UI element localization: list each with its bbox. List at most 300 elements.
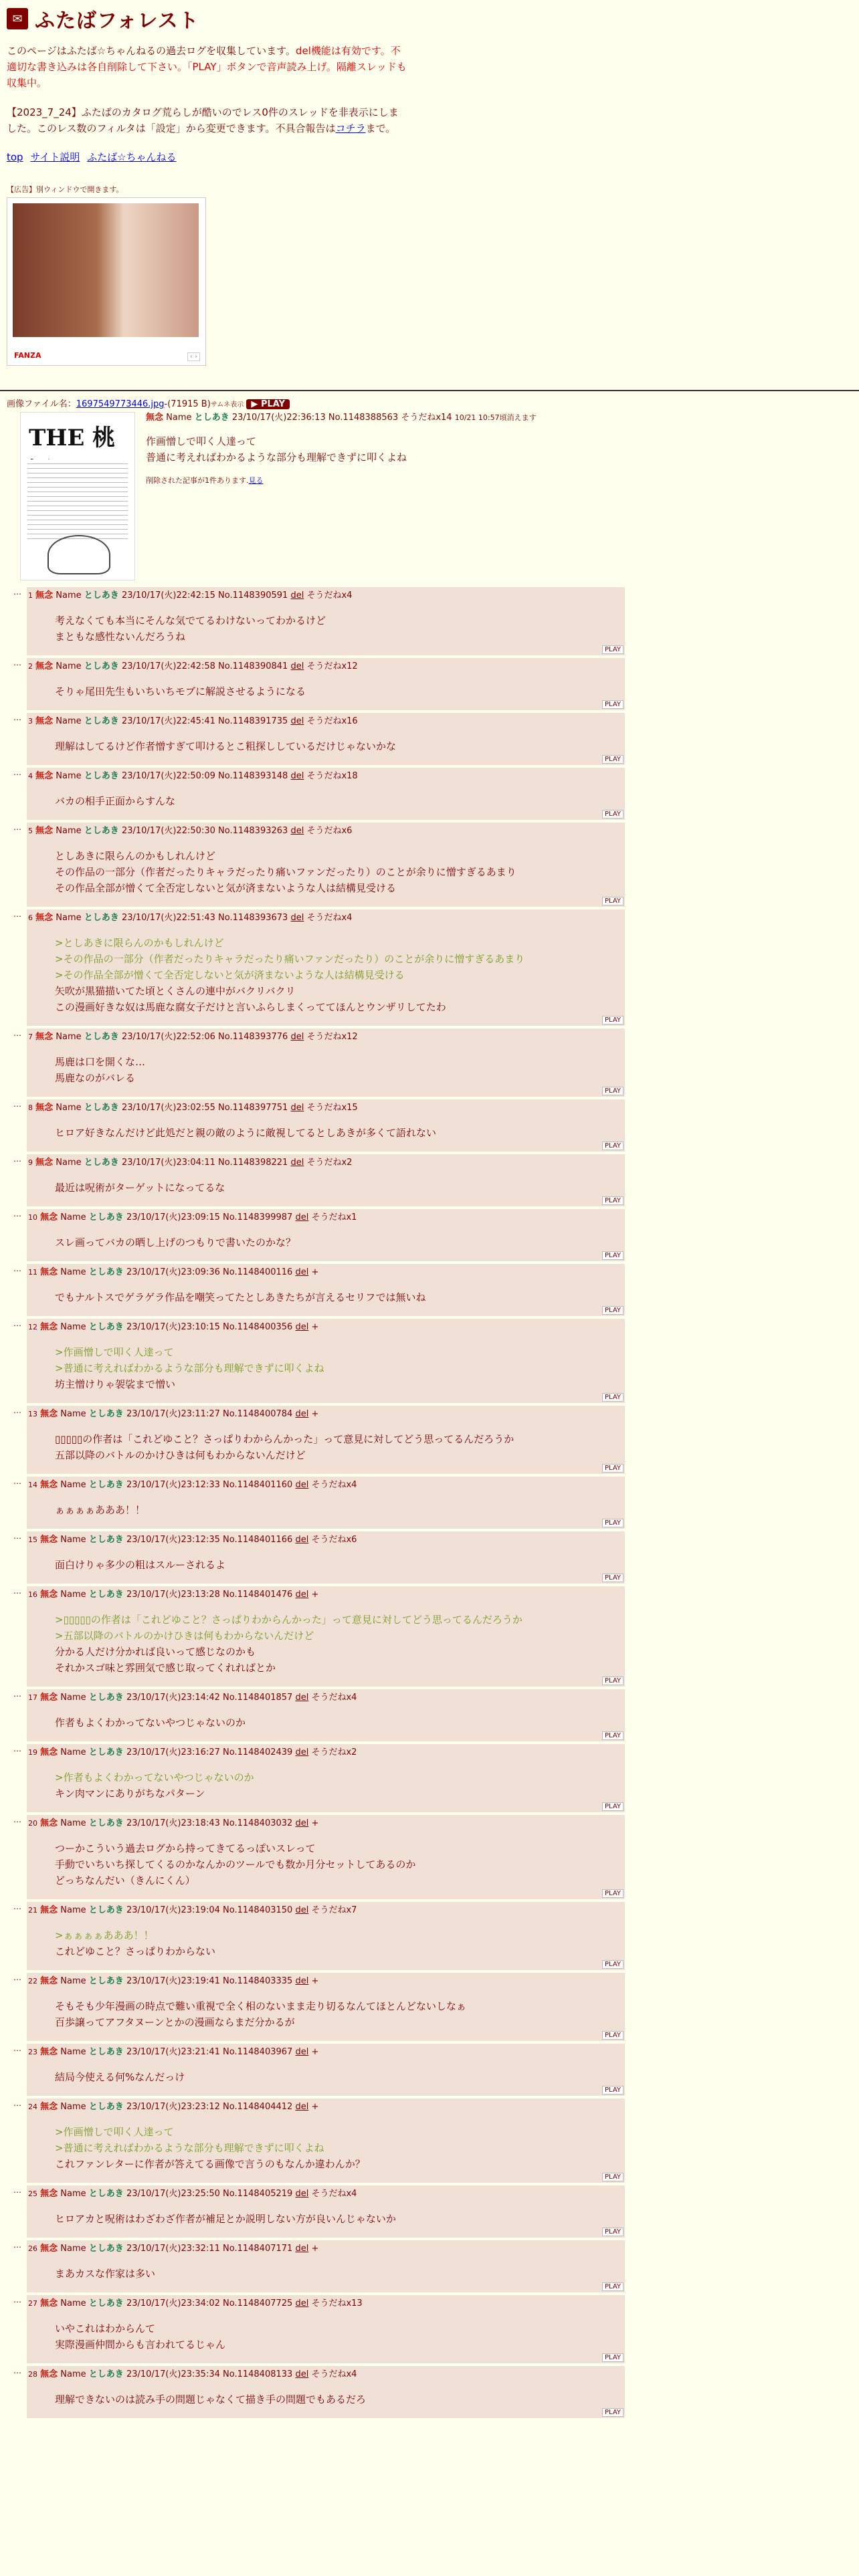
reply-name: としあき [84, 716, 119, 726]
reply-dots: … [13, 823, 21, 832]
reply-name: としあき [84, 1032, 119, 1042]
reply-header [28, 2188, 625, 2200]
reply-name-label: Name [60, 1590, 86, 1600]
reply-datetime: 23/10/17(火)23:19:41 [126, 1976, 220, 1986]
del-link[interactable]: del [295, 1267, 309, 1277]
reply-line: その作品の一部分（作者だったりキャラだったり痛いファンだったり）のことが余りに憎すぎるあまり [55, 866, 516, 878]
reply-subject: 無念 [40, 2298, 58, 2309]
sodane-button[interactable]: + [311, 2102, 319, 2112]
reply-subject: 無念 [35, 771, 54, 781]
del-link[interactable]: del [290, 1158, 304, 1168]
reply-number: No.1148407171 [223, 2244, 293, 2254]
site-title: ふたばフォレスト [35, 9, 199, 33]
reply-dots: … [13, 909, 21, 919]
reply-index: 20 [28, 1819, 37, 1828]
del-link[interactable]: del [295, 1905, 309, 1915]
del-link[interactable]: del [295, 1409, 309, 1419]
reply [13, 909, 625, 1026]
reply-header [28, 912, 625, 924]
reply-box [27, 2295, 625, 2363]
reply-datetime: 23/10/17(火)23:35:34 [126, 2369, 220, 2379]
reply-datetime: 23/10/17(火)23:12:35 [126, 1535, 220, 1545]
reply-number: No.1148403967 [223, 2047, 293, 2057]
reply-dots: … [13, 1531, 21, 1541]
sodane-button[interactable]: そうだねx2 [306, 1158, 353, 1168]
reply-play-button[interactable]: PLAY [602, 1574, 624, 1582]
sodane-button[interactable]: そうだねx2 [311, 1747, 357, 1757]
sodane-button[interactable]: そうだねx13 [311, 2298, 363, 2309]
reply-subject: 無念 [40, 1818, 58, 1828]
reply [13, 2099, 625, 2183]
reply-body [55, 1344, 625, 1392]
reply [13, 768, 625, 820]
reply-number: No.1148400116 [223, 1267, 293, 1277]
reply-line: つーかこういう過去ログから持ってきてるっぽいスレって [55, 1842, 316, 1854]
del-link[interactable]: del [295, 1212, 309, 1222]
reply-datetime: 23/10/17(火)23:23:12 [126, 2102, 220, 2112]
sodane-button[interactable]: そうだねx18 [306, 771, 358, 781]
reply-box [27, 1264, 625, 1316]
reply-index: 3 [28, 717, 33, 726]
reply-line: まともな感性ないんだろうね [55, 631, 186, 643]
reply-play-button[interactable]: PLAY [602, 1196, 624, 1205]
reply-number: No.1148404412 [223, 2102, 293, 2112]
futaba-logo-icon[interactable]: ✉ [7, 8, 28, 29]
reply-number: No.1148393673 [218, 913, 288, 923]
del-link[interactable]: del [295, 2047, 309, 2057]
reply-header [28, 661, 625, 673]
sodane-button[interactable]: そうだねx4 [311, 2189, 357, 2199]
sodane-button[interactable]: そうだねx4 [306, 913, 353, 923]
reply-play-button[interactable]: PLAY [602, 2353, 624, 2362]
reply [13, 2185, 625, 2238]
reply-line: キン肉マンにありがちなパターン [55, 1788, 205, 1800]
reply-play-button[interactable]: PLAY [602, 1464, 624, 1473]
reply [13, 1406, 625, 1474]
reply-line: そりゃ尾田先生もいちいちモブに解説させるようになる [55, 685, 306, 697]
sodane-button[interactable]: + [311, 2244, 319, 2254]
del-link[interactable]: del [295, 1590, 309, 1600]
ad-arrows-icon[interactable]: ‹ › [187, 352, 200, 361]
reply-number: No.1148401160 [223, 1480, 293, 1490]
reply-box [27, 658, 625, 710]
ad-banner[interactable] [7, 197, 206, 366]
reply-name-label: Name [60, 2369, 86, 2379]
reply-index: 17 [28, 1693, 37, 1702]
del-link[interactable]: del [295, 1322, 309, 1332]
reply-name-label: Name [60, 2244, 86, 2254]
sodane-button[interactable]: + [311, 1409, 319, 1419]
reply-box [27, 2240, 625, 2292]
reply-header [28, 770, 625, 782]
reply-header [28, 590, 625, 602]
thumb-note: サムネ表示 [210, 401, 244, 409]
reply-number: No.1148393263 [218, 826, 288, 836]
reply-dots: … [13, 1099, 21, 1109]
reply-line: としあきに限らんのかもしれんけど [55, 850, 216, 862]
del-link[interactable]: del [295, 2102, 309, 2112]
deleted-view-link[interactable]: 見る [248, 476, 264, 485]
reply-dots: … [13, 1744, 21, 1753]
nav-top-link[interactable]: top [7, 151, 23, 163]
reply-play-button[interactable]: PLAY [602, 1087, 624, 1095]
reply-box [27, 1815, 625, 1899]
reply-box [27, 823, 625, 907]
sodane-button[interactable]: + [311, 1267, 319, 1277]
quote-line: >としあきに限らんのかもしれんけど [55, 937, 224, 949]
sodane-button[interactable]: そうだねx16 [306, 716, 358, 726]
reply [13, 1477, 625, 1529]
reply-body [55, 848, 625, 896]
sodane-button[interactable]: そうだねx12 [306, 1032, 358, 1042]
op-thumbnail[interactable] [20, 412, 135, 580]
reply-body [55, 2321, 625, 2353]
del-link[interactable]: del [295, 1480, 309, 1490]
thread [0, 397, 859, 2418]
reply-play-button[interactable]: PLAY [602, 2282, 624, 2291]
reply-name-label: Name [56, 1103, 82, 1113]
reply-dots: … [13, 713, 21, 722]
reply-dots: … [13, 1209, 21, 1218]
intro-text: このページはふたば☆ちゃんねるの過去ログを収集しています。 [7, 45, 296, 57]
reply-subject: 無念 [40, 1212, 58, 1222]
reply-datetime: 23/10/17(火)23:09:36 [126, 1267, 220, 1277]
sodane-button[interactable]: そうだねx1 [311, 1212, 357, 1222]
reply-index: 21 [28, 1906, 37, 1915]
reply-number: No.1148401857 [223, 1693, 293, 1703]
del-link[interactable]: del [295, 1976, 309, 1986]
reply-body [55, 2069, 625, 2085]
intro-notice-end: まで。 [365, 122, 396, 134]
reply-name: としあき [88, 1322, 124, 1332]
reply-dots: … [13, 1477, 21, 1486]
reply-header [28, 1157, 625, 1169]
reply-play-button[interactable]: PLAY [602, 1393, 624, 1402]
reply-play-button[interactable]: PLAY [602, 2086, 624, 2095]
del-link[interactable]: del [295, 2369, 309, 2379]
reply-body [55, 2211, 625, 2227]
reply-name: としあき [88, 1590, 124, 1600]
reply-header [28, 1975, 625, 1988]
reply-play-button[interactable]: PLAY [602, 1519, 624, 1527]
reply-number: No.1148401476 [223, 1590, 293, 1600]
sodane-button[interactable]: そうだねx4 [311, 2369, 357, 2379]
reply-body [55, 1715, 625, 1731]
reply-box [27, 1209, 625, 1261]
del-link[interactable]: del [290, 716, 304, 726]
reply-box [27, 1099, 625, 1152]
reply-play-button[interactable]: PLAY [602, 1142, 624, 1150]
op-play-button[interactable]: ▶ PLAY [246, 399, 290, 409]
reply-number: No.1148400784 [223, 1409, 293, 1419]
reply-name: としあき [88, 1409, 124, 1419]
reply [13, 1099, 625, 1152]
reply-line: ヒロアカと呪術はわざわざ作者が補足とか説明しない方が良いんじゃないか [55, 2213, 396, 2225]
reply-box [27, 1477, 625, 1529]
site-title-row [7, 4, 852, 33]
reply-play-button[interactable]: PLAY [602, 2173, 624, 2181]
reply-header [28, 1102, 625, 1114]
op-sodane[interactable]: そうだねx14 [401, 413, 452, 423]
reply-subject: 無念 [35, 1103, 54, 1113]
reply-header [28, 1692, 625, 1704]
reply-line: 坊主憎けりゃ袈裟まで憎い [55, 1378, 176, 1390]
reply-body [55, 935, 625, 1015]
sodane-button[interactable]: そうだねx12 [306, 661, 358, 671]
divider [0, 390, 859, 391]
reply-dots: … [13, 1902, 21, 1911]
reply-name: としあき [88, 1212, 124, 1222]
reply-index: 12 [28, 1323, 37, 1331]
quote-line: >その作品の一部分（作者だったりキャラだったり痛いファンだったり）のことが余りに憎すぎるあまり [55, 953, 525, 965]
reply-subject: 無念 [40, 1322, 58, 1332]
reply-play-button[interactable]: PLAY [602, 1731, 624, 1740]
sodane-button[interactable]: そうだねx7 [311, 1905, 357, 1915]
reply-dots: … [13, 1586, 21, 1596]
reply-subject: 無念 [40, 1747, 58, 1757]
quote-line: >作者もよくわかってないやつじゃないのか [55, 1772, 254, 1784]
reply-name-label: Name [60, 2298, 86, 2309]
reply-list [13, 587, 625, 2418]
reply-line: 馬鹿なのがバレる [55, 1072, 136, 1084]
reply-line: 理解できないのは読み手の問題じゃなくて描き手の問題でもあるだろ [55, 2393, 367, 2405]
del-link[interactable]: del [295, 1818, 309, 1828]
quote-line: >▯▯▯▯▯の作者は「これどゆこと？さっぱりわからんかった」って意見に対してどう思ってるんだろうか [55, 1614, 522, 1626]
reply-body [55, 1502, 625, 1518]
reply-play-button[interactable]: PLAY [602, 1251, 624, 1260]
nav-futaba-link[interactable]: ふたば☆ちゃんねる [87, 151, 177, 163]
del-link[interactable]: del [295, 1535, 309, 1545]
reply-dots: … [13, 1154, 21, 1164]
del-link[interactable]: del [290, 913, 304, 923]
reply-play-button[interactable]: PLAY [602, 1306, 624, 1315]
reply-datetime: 23/10/17(火)23:34:02 [126, 2298, 220, 2309]
reply-datetime: 23/10/17(火)22:45:41 [121, 716, 215, 726]
reply-line: 理解はしてるけど作者憎すぎて叩けるとこ粗探ししているだけじゃないかな [55, 740, 397, 752]
reply-subject: 無念 [40, 1267, 58, 1277]
reply-index: 1 [28, 591, 33, 600]
reply-line: 五部以降のバトルのかけひきは何もわからないんだけど [55, 1449, 306, 1461]
reply-name: としあき [88, 2244, 124, 2254]
reply [13, 823, 625, 907]
reply-subject: 無念 [40, 2369, 58, 2379]
reply-name-label: Name [56, 913, 82, 923]
del-link[interactable]: del [290, 661, 304, 671]
reply-header [28, 1905, 625, 1917]
del-link[interactable]: del [290, 1103, 304, 1113]
reply-body [55, 1125, 625, 1141]
reply-name: としあき [88, 1818, 124, 1828]
reply-name-label: Name [60, 2189, 86, 2199]
sodane-button[interactable]: そうだねx4 [311, 1480, 357, 1490]
reply-dots: … [13, 2366, 21, 2375]
reply-subject: 無念 [40, 1535, 58, 1545]
reply-play-button[interactable]: PLAY [602, 1960, 624, 1969]
reply-line: 最近は呪術がターゲットになってるな [55, 1182, 225, 1194]
reply-play-button[interactable]: PLAY [602, 1016, 624, 1025]
intro-paragraph-1 [7, 43, 408, 91]
reply-subject: 無念 [35, 826, 54, 836]
ad-brand: FANZA [14, 351, 41, 360]
reply-play-button[interactable]: PLAY [602, 700, 624, 709]
sodane-button[interactable]: そうだねx6 [306, 826, 353, 836]
reply-body [55, 683, 625, 700]
reply-play-button[interactable]: PLAY [602, 810, 624, 819]
nav-links [7, 150, 852, 164]
sodane-button[interactable]: そうだねx15 [306, 1103, 358, 1113]
del-link[interactable]: del [295, 2244, 309, 2254]
reply-datetime: 23/10/17(火)23:11:27 [126, 1409, 220, 1419]
sodane-button[interactable]: + [311, 1976, 319, 1986]
reply-datetime: 23/10/17(火)23:13:28 [126, 1590, 220, 1600]
reply-datetime: 23/10/17(火)23:32:11 [126, 2244, 220, 2254]
reply-box [27, 909, 625, 1026]
reply-datetime: 23/10/17(火)23:02:55 [121, 1103, 215, 1113]
reply-box [27, 1406, 625, 1474]
op-subject: 無念 [146, 413, 164, 423]
reply-datetime: 23/10/17(火)23:14:42 [126, 1693, 220, 1703]
del-link[interactable]: del [290, 591, 304, 601]
reply-play-button[interactable]: PLAY [602, 1802, 624, 1811]
reply-name-label: Name [60, 1535, 86, 1545]
ad-image[interactable] [13, 203, 199, 337]
reply-line: ▯▯▯▯▯の作者は「これどゆこと？さっぱりわからんかった」って意見に対してどう思ってるんだろうか [55, 1433, 514, 1445]
reply [13, 1973, 625, 2041]
intro-text-red: 機能は有効です。不適切な書き込みは各自削除して下さい。「PLAY」ボタンで音声読み上げ。隔離スレッドも収集中。 [7, 45, 407, 89]
reply-index: 15 [28, 1535, 37, 1544]
quote-line: >作画憎しで叩く人達って [55, 1346, 174, 1358]
reply-datetime: 23/10/17(火)22:50:09 [121, 771, 215, 781]
reply-name: としあき [84, 913, 119, 923]
reply-number: No.1148403032 [223, 1818, 293, 1828]
file-line [7, 397, 852, 409]
reply-line: 手動でいちいち探してくるのかなんかのツールでも数か月分セットしてあるのか [55, 1858, 416, 1870]
del-link[interactable]: del [295, 1693, 309, 1703]
reply-header [28, 2046, 625, 2058]
reply-dots: … [13, 1319, 21, 1328]
deleted-note-text: 削除された記事が1件あります. [146, 476, 249, 485]
reply-line: ぁぁぁぁあああ！！ [55, 1504, 146, 1516]
reply-name-label: Name [60, 1409, 86, 1419]
reply [13, 1815, 625, 1899]
reply-number: No.1148391735 [218, 716, 288, 726]
reply-dots: … [13, 768, 21, 777]
reply-dots: … [13, 658, 21, 667]
reply-body [55, 1840, 625, 1889]
reply [13, 587, 625, 655]
reply-body [55, 1054, 625, 1086]
sodane-button[interactable]: + [311, 1590, 319, 1600]
reply-index: 8 [28, 1103, 33, 1112]
reply-name-label: Name [60, 1212, 86, 1222]
reply-body [55, 1180, 625, 1196]
reply-index: 6 [28, 914, 33, 922]
del-link[interactable]: del [295, 2298, 309, 2309]
reply-index: 22 [28, 1977, 37, 1985]
reply-number: No.1148405219 [223, 2189, 293, 2199]
reply-subject: 無念 [40, 1976, 58, 1986]
reply-header [28, 716, 625, 728]
reply-datetime: 23/10/17(火)22:42:15 [121, 591, 215, 601]
sodane-button[interactable]: + [311, 1322, 319, 1332]
reply-box [27, 587, 625, 655]
reply-datetime: 23/10/17(火)22:42:58 [121, 661, 215, 671]
reply-play-button[interactable]: PLAY [602, 2408, 624, 2417]
reply-header [28, 1408, 625, 1420]
report-link[interactable]: コチラ [335, 122, 366, 134]
reply-name: としあき [84, 591, 119, 601]
reply-datetime: 23/10/17(火)23:21:41 [126, 2047, 220, 2057]
sodane-button[interactable]: + [311, 2047, 319, 2057]
del-link[interactable]: del [290, 771, 304, 781]
reply-play-button[interactable]: PLAY [602, 897, 624, 905]
reply-play-button[interactable]: PLAY [602, 645, 624, 654]
reply-play-button[interactable]: PLAY [602, 2228, 624, 2236]
file-link[interactable]: 1697549773446.jpg [76, 399, 165, 409]
reply-number: No.1148390841 [218, 661, 288, 671]
reply-box [27, 1973, 625, 2041]
reply [13, 1029, 625, 1097]
reply-line: 面白けりゃ多少の粗はスルーされるよ [55, 1559, 226, 1571]
reply-body [55, 1927, 625, 1959]
reply-box [27, 1319, 625, 1403]
reply-datetime: 23/10/17(火)22:50:30 [121, 826, 215, 836]
del-link[interactable]: del [295, 1747, 309, 1757]
reply-datetime: 23/10/17(火)23:09:15 [126, 1212, 220, 1222]
sodane-button[interactable]: そうだねx6 [311, 1535, 357, 1545]
reply-header [28, 1479, 625, 1491]
reply-name: としあき [84, 1158, 119, 1168]
reply-subject: 無念 [40, 1480, 58, 1490]
reply-header [28, 1747, 625, 1759]
reply-dots: … [13, 1815, 21, 1824]
reply-subject: 無念 [35, 591, 54, 601]
reply-line: 考えなくても本当にそんな気でてるわけないってわかるけど [55, 615, 326, 627]
reply-play-button[interactable]: PLAY [602, 1889, 624, 1898]
reply-datetime: 23/10/17(火)23:16:27 [126, 1747, 220, 1757]
reply-subject: 無念 [40, 2244, 58, 2254]
del-link[interactable]: del [290, 1032, 304, 1042]
reply-play-button[interactable]: PLAY [602, 2031, 624, 2040]
reply-header [28, 2369, 625, 2381]
del-link[interactable]: del [295, 2189, 309, 2199]
reply-number: No.1148403335 [223, 1976, 293, 1986]
reply-body [55, 2266, 625, 2282]
reply-number: No.1148408133 [223, 2369, 293, 2379]
reply-name-label: Name [56, 661, 82, 671]
reply-datetime: 23/10/17(火)23:19:04 [126, 1905, 220, 1915]
sodane-button[interactable]: + [311, 1818, 319, 1828]
op-datetime: 23/10/17(火)22:36:13 [231, 413, 326, 423]
reply-body [55, 613, 625, 645]
del-link[interactable]: del [290, 826, 304, 836]
reply-box [27, 713, 625, 765]
sodane-button[interactable]: そうだねx4 [306, 591, 353, 601]
reply-number: No.1148402439 [223, 1747, 293, 1757]
reply-line: ヒロア好きなんだけど此処だと親の敵のように敵視してるとしあきが多くて語れない [55, 1127, 437, 1139]
reply-name: としあき [88, 1267, 124, 1277]
sodane-button[interactable]: そうだねx4 [311, 1693, 357, 1703]
reply-play-button[interactable]: PLAY [602, 1677, 624, 1685]
reply-subject: 無念 [35, 913, 54, 923]
nav-about-link[interactable]: サイト説明 [30, 151, 80, 163]
file-label: 画像ファイル名： [7, 399, 76, 409]
reply-dots: … [13, 2295, 21, 2304]
reply-play-button[interactable]: PLAY [602, 755, 624, 764]
reply-name: としあき [88, 2047, 124, 2057]
reply-name: としあき [88, 1747, 124, 1757]
reply-name: としあき [88, 2369, 124, 2379]
